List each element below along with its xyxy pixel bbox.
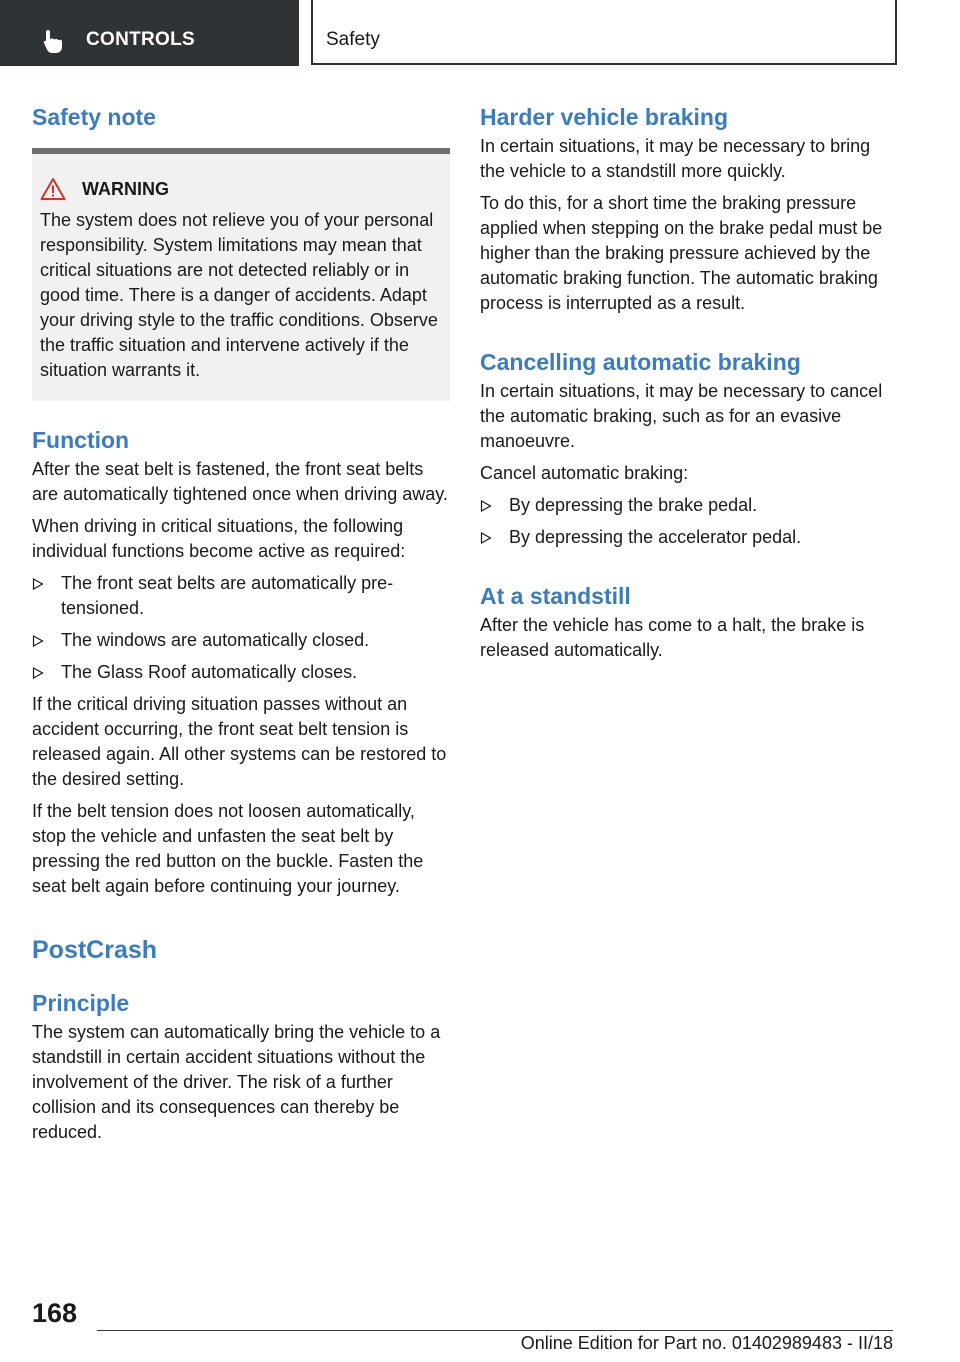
harder-braking-heading: Harder vehicle braking (480, 104, 728, 130)
section-header (311, 0, 897, 65)
chapter-tab[interactable] (0, 0, 299, 66)
right-column (480, 100, 894, 670)
safety-note-heading: Safety note (32, 104, 156, 130)
harder-paragraph-2: To do this, for a short time the braking pressure applied when stepping on the brake pedal must be higher than the braking pressure achieved by the automatic braking function. The automatic braking process is interrupted as a result. (480, 193, 883, 313)
list-item: The Glass Roof automatically closes. (32, 660, 450, 685)
standstill-heading: At a standstill (480, 583, 631, 609)
page-number: 168 (32, 1298, 78, 1328)
list-item: By depressing the brake pedal. (480, 493, 894, 518)
left-column (32, 100, 450, 1152)
hand-pointer-icon (40, 28, 66, 54)
function-list (32, 571, 450, 685)
section-label: Safety (326, 29, 380, 50)
function-paragraph-1: After the seat belt is fastened, the front seat belts are automatically tightened once when driving away. (32, 459, 448, 504)
triangle-bullet-icon (32, 578, 44, 590)
footer-rule (97, 1330, 893, 1331)
function-paragraph-2: When driving in critical situations, the following individual functions become active as required: (32, 516, 406, 561)
list-item: The windows are automatically closed. (32, 628, 450, 653)
chapter-label: CONTROLS (86, 29, 196, 50)
postcrash-heading: PostCrash (32, 936, 158, 964)
cancel-paragraph-2: Cancel automatic braking: (480, 463, 689, 483)
edition-note: Online Edition for Part no. 01402989483 - II/18 (520, 1333, 893, 1353)
warning-triangle-icon (40, 177, 66, 201)
function-paragraph-3: If the critical driving situation passes without an accident occurring, the front seat belt tension is released again. All other systems can be restored to the desired setting. (32, 694, 447, 789)
cancel-list (480, 493, 894, 550)
cancel-paragraph-1: In certain situations, it may be necessary to cancel the automatic braking, such as for an evasive manoeuvre. (480, 381, 883, 451)
standstill-paragraph: After the vehicle has come to a halt, the brake is released automatically. (480, 615, 865, 660)
triangle-bullet-icon (480, 532, 492, 544)
triangle-bullet-icon (32, 667, 44, 679)
list-item: The front seat belts are automatically pretensioned. (32, 571, 450, 621)
function-heading: Function (32, 427, 130, 453)
principle-paragraph: The system can automatically bring the vehicle to a standstill in certain accident situations without the involvement of the driver. The risk of a further collision and its consequences can thereby be reduced. (32, 1022, 441, 1142)
warning-box (32, 148, 450, 401)
principle-heading: Principle (32, 990, 130, 1016)
list-item: By depressing the accelerator pedal. (480, 525, 894, 550)
warning-title (40, 176, 442, 202)
function-paragraph-4: If the belt tension does not loosen automatically, stop the vehicle and unfasten the seat belt by pressing the red button on the buckle. Fasten the seat belt again before continuing your journey. (32, 801, 424, 896)
harder-paragraph-1: In certain situations, it may be necessary to bring the vehicle to a standstill more quickly. (480, 136, 871, 181)
warning-label: WARNING (82, 178, 169, 199)
cancel-braking-heading: Cancelling automatic braking (480, 349, 801, 375)
warning-text: The system does not relieve you of your personal responsibility. System limitations may mean that critical situations are not detected reliably or in good time. There is a danger of accidents. Adapt your driving style to the traffic conditions. Observe the traffic situation and intervene actively if the situation warrants it. (40, 210, 438, 380)
triangle-bullet-icon (480, 500, 492, 512)
triangle-bullet-icon (32, 635, 44, 647)
